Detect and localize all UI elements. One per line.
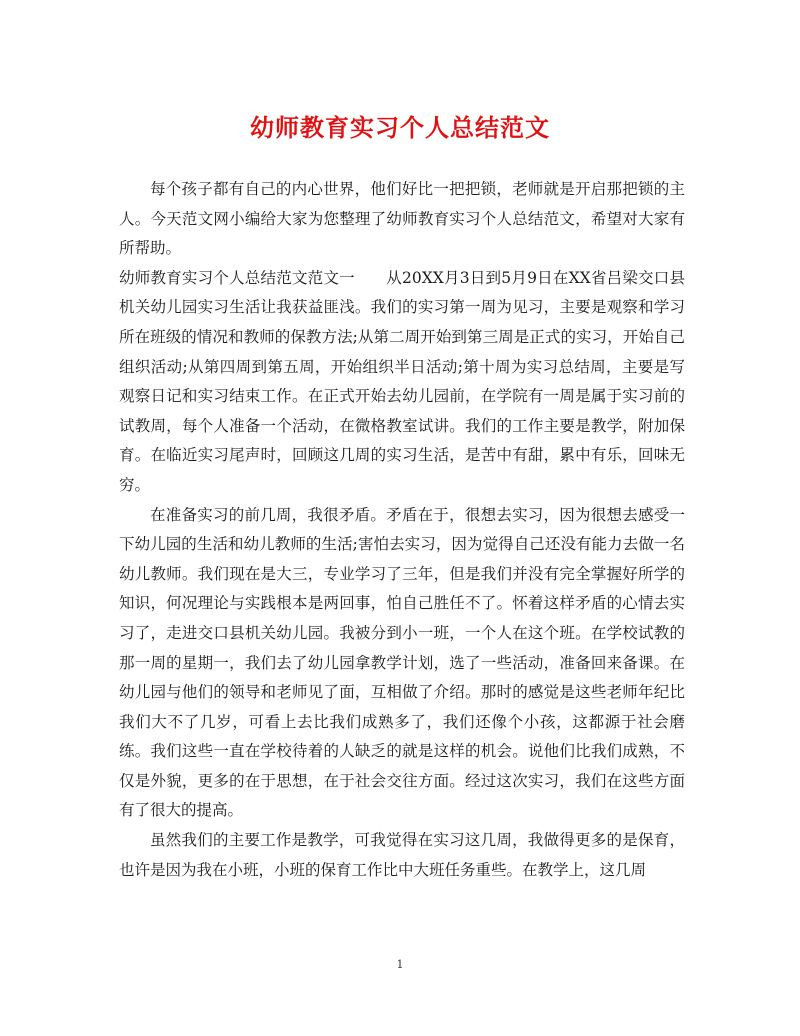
document-body: [119, 175, 685, 885]
paragraph-preparation: 在准备实习的前几周，我很矛盾。矛盾在于，很想去实习，因为很想去感受一下幼儿园的生活和幼儿教师的生活;害怕去实习，因为觉得自己还没有能力去做一名幼儿教师。我们现在是大三，专业学习了三年，但是我们并没有完全掌握好所学的知识，何况理论与实践根本是两回事，怕自己胜任不了。怀着这样矛盾的心情去实习了，走进交口县机关幼儿园。我被分到小一班，一个人在这个班。在学校试教的那一周的星期一，我们去了幼儿园拿教学计划，选了一些活动，准备回来备课。在幼儿园与他们的领导和老师见了面，互相做了介绍。那时的感觉是这些老师年纪比我们大不了几岁，可看上去比我们成熟多了，我们还像个小孩，这都源于社会磨练。我们这些一直在学校待着的人缺乏的就是这样的机会。说他们比我们成熟，不仅是外貌，更多的在于思想，在于社会交往方面。经过这次实习，我们在这些方面有了很大的提高。: [119, 505, 685, 820]
page-number: 1: [396, 958, 404, 971]
paragraph-teaching: 虽然我们的主要工作是教学，可我觉得在实习这几周，我做得更多的是保育，也许是因为我在小班，小班的保育工作比中大班任务重些。在教学上，这几周: [119, 831, 685, 879]
paragraph-intro: 每个孩子都有自己的内心世界，他们好比一把把锁，老师就是开启那把锁的主人。今天范文网小编给大家为您整理了幼师教育实习个人总结范文，希望对大家有所帮助。: [119, 180, 685, 258]
paragraph-sample-one: 幼师教育实习个人总结范文范文一 从20XX月3日到5月9日在XX省吕梁交口县机关幼儿园实习生活让我获益匪浅。我们的实习第一周为见习，主要是观察和学习所在班级的情况和教师的保教方法;从第二周开始到第三周是正式的实习，开始自己组织活动;从第四周到第五周，开始组织半日活动;第十周为实习总结周，主要是写观察日记和实习结束工作。在正式开始去幼儿园前，在学院有一周是属于实习前的试教周，每个人准备一个活动，在微格教室试讲。我们的工作主要是教学，附加保育。在临近实习尾声时，回顾这几周的实习生活，是苦中有甜，累中有乐，回味无穷。: [119, 268, 685, 494]
document-title: 幼师教育实习个人总结范文: [250, 113, 550, 142]
